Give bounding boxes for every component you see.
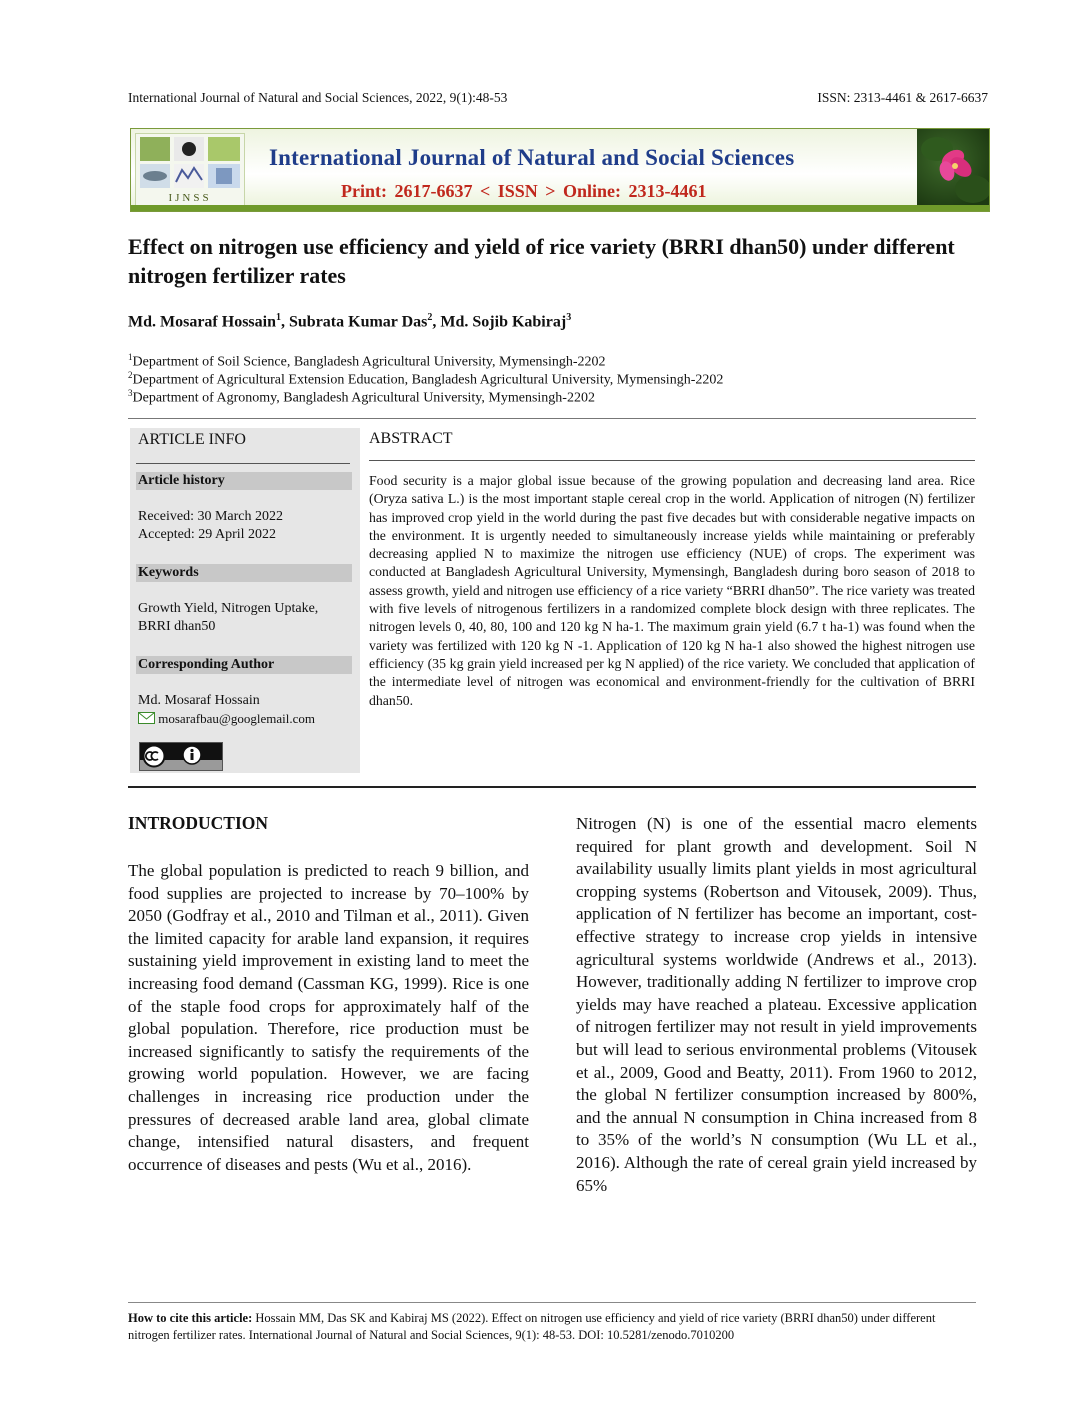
affiliation: [128, 388, 595, 407]
abstract-text: Food security is a major global issue because of the growing population and decreasing land area. Rice (Oryza sativa L.) is the most important staple cereal crop in the world. Application of nitrogen (N) fertilizer has improved crop yield in the world during the past five decades but with considerable negative impacts on the environment. It is urgently needed to simultaneously increase yields while maintaining or preferably decreasing applied N to maximize the nitrogen use efficiency (NUE) of crops. The experiment was conducted at Bangladesh Agricultural University, Mymensingh, Bangladesh during boro season of 2018 to assess growth, yield and nitrogen use efficiency of a rice variety “BRRI dhan50”. The rice variety was treated with five levels of nitrogenous fertilizers in a randomized complete block design with three replicates. The nitrogen levels 0, 40, 80, 100 and 120 kg N ha-1. The maximum grain yield (6.7 t ha-1) was found when the variety was fertilized with 120 kg N -1. Application of 120 kg N ha-1 also showed the highest nitrogen use efficiency (35 kg grain yield increased per kg N applied) of the rice variety. We concluded that application of the intermediate level of nitrogen was economical and environment-friendly for the cultivation of BRRI dhan50.: [369, 473, 975, 708]
introduction-left-column: The global population is predicted to reach 9 billion, and food supplies are projected to increase by 70–100% by 2050 (Godfray et al., 2010 and Tilman et al., 2011). Given the limited capacity for arable land expansion, it requires sustaining yield improvement in existing land to meet the increasing food demand (Cassman KG, 1999). Rice is one of the staple food crops for approximately half of the global population. Therefore, rice production must be increased significantly to satisfy the requirements of the growing world population. However, we are facing challenges in increasing rice production under the pressures of decreased arable land area, global climate change, intensified natural disasters, and frequent occurrence of diseases and pests (Wu et al., 2016).: [128, 861, 529, 1174]
author-name: Subrata Kumar Das: [289, 313, 428, 331]
running-header-left: International Journal of Natural and Social Sciences, 2022, 9(1):48-53: [128, 90, 508, 105]
citation-footer: [128, 1310, 978, 1344]
affiliation-sup: 1: [128, 352, 133, 362]
flower-image: [917, 129, 989, 207]
keywords: Growth Yield, Nitrogen Uptake, BRRI dhan50: [138, 601, 319, 634]
citation-text: Hossain MM, Das SK and Kabiraj MS (2022). Effect on nitrogen use efficiency and yield of rice variety (BRRI dhan50) under different nitrogen fertilizer rates. International Journal of Natural and Social Sciences, 9(1): 48-53. DOI: 10.5281/zenodo.7010200: [128, 1311, 936, 1342]
affiliation-sup: 2: [128, 370, 133, 380]
email-address[interactable]: mosarafbau@googlemail.com: [158, 711, 315, 726]
envelope-icon: [138, 712, 155, 724]
affiliation: [128, 352, 606, 371]
logo-collage-icon: [136, 134, 244, 190]
affiliation-text: Department of Agricultural Extension Education, Bangladesh Agricultural University, Mymensingh-2202: [132, 372, 724, 388]
author-sup: 1: [276, 312, 281, 323]
accepted-date: Accepted: 29 April 2022: [138, 527, 277, 542]
banner-strip: [131, 205, 989, 211]
article-history-label: Article history: [136, 472, 352, 490]
introduction-heading: INTRODUCTION: [128, 813, 269, 833]
journal-name: International Journal of Natural and Social Sciences: [269, 145, 795, 170]
affiliation: [128, 370, 723, 389]
affiliation-text: Department of Soil Science, Bangladesh Agricultural University, Mymensingh-2202: [132, 354, 606, 370]
keywords-label: Keywords: [136, 564, 352, 582]
running-header-right: ISSN: 2313-4461 & 2617-6637: [817, 90, 988, 105]
introduction-right-column: Nitrogen (N) is one of the essential macro elements required for plant growth and development. Soil N availability usually limits plant yields in most agricultural cropping systems (Robertson and Vitousek, 2009). Thus, application of N fertilizer has become an important, cost-effective strategy to increase crop yields in intensive agricultural systems worldwide (Andrews et al., 2013). However, traditionally adding N fertilizer to improve crop yields may have reached a plateau. Excessive application of nitrogen fertilizer may not result in yield improvements but will lead to serious environmental problems (Vitousek et al., 2009, Good and Beatty, 2011). From 1960 to 2012, the global N fertilizer consumption increased by 800%, and the annual N consumption in China increased from 8 to 35% of the world’s N consumption (Wu LL et al., 2016). Although the rate of cereal grain yield increased by 65%: [576, 814, 977, 1195]
divider: [128, 418, 976, 419]
cc-license-badge[interactable]: [139, 742, 223, 771]
author-sup: 2: [427, 312, 433, 323]
article-info-heading: ARTICLE INFO: [138, 431, 246, 448]
corresponding-author-name: Md. Mosaraf Hossain: [138, 693, 260, 708]
corresponding-author-label: Corresponding Author: [136, 656, 352, 674]
divider: [136, 463, 350, 464]
journal-banner: [130, 128, 990, 212]
creative-commons-icon: [140, 743, 222, 770]
author-name: Md. Sojib Kabiraj: [440, 313, 567, 331]
author-name: Md. Mosaraf Hossain: [128, 313, 276, 331]
issn-line: Print: 2617-6637 < ISSN > Online: 2313-4461: [341, 181, 707, 201]
article-info-box: [130, 428, 360, 773]
received-date: Received: 30 March 2022: [138, 509, 284, 524]
affiliation-text: Department of Agronomy, Bangladesh Agricultural University, Mymensingh-2202: [132, 390, 595, 406]
author-list: Md. Mosaraf Hossain$^1$, Subrata Kumar Das$^2$, Md. Sojib Kabiraj$^3$: [128, 312, 572, 331]
affiliation-sup: 3: [128, 388, 133, 398]
email-line[interactable]: [138, 710, 315, 728]
divider: [369, 460, 975, 461]
divider: [128, 786, 976, 788]
journal-logo: [135, 133, 245, 207]
abstract-heading: ABSTRACT: [369, 430, 453, 447]
citation-label: How to cite this article:: [128, 1311, 253, 1325]
paper-title: Effect on nitrogen use efficiency and yield of rice variety (BRRI dhan50) under different nitrogen fertilizer rates: [128, 234, 955, 288]
author-sup: 3: [566, 312, 572, 323]
flower-icon: [917, 129, 989, 207]
logo-text: IJNSS: [168, 192, 212, 204]
divider: [128, 1302, 976, 1303]
